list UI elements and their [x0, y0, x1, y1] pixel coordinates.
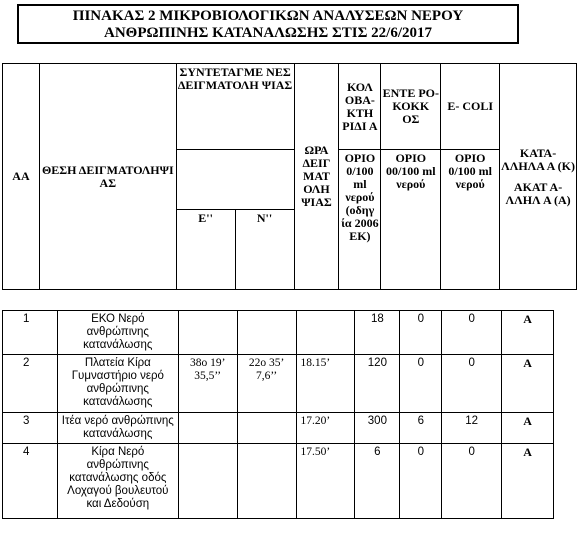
cell-koli: 300 [355, 413, 400, 444]
cell-aa: 2 [3, 355, 58, 413]
cell-n [237, 413, 296, 444]
cell-aa: 1 [3, 311, 58, 355]
header-ecoli-orio: ΟΡΙΟ 0/100 ml νερού [441, 150, 500, 290]
table-row [3, 355, 554, 413]
cell-n [237, 444, 296, 519]
title-line-2: ΑΝΘΡΩΠΙΝΗΣ ΚΑΤΑΝΑΛΩΣΗΣ ΣΤΙΣ 22/6/2017 [104, 25, 432, 41]
cell-kat: Α [502, 413, 554, 444]
cell-e [178, 311, 237, 355]
cell-n: 22ο 35’ 7,6’’ [237, 355, 296, 413]
cell-kat: Α [502, 444, 554, 519]
header-syntetagmenes: ΣΥΝΤΕΤΑΓΜΕ ΝΕΣ ΔΕΙΓΜΑΤΟΛΗ ΨΙΑΣ [176, 64, 294, 150]
header-ora: ΩΡΑ ΔΕΙΓ ΜΑΤ ΟΛΗ ΨΙΑΣ [294, 64, 339, 290]
header-katallila-label: ΚΑΤΑ- ΛΛΗΛΑ Α (Κ) [501, 145, 575, 173]
table-row [3, 413, 554, 444]
table-row [3, 444, 554, 519]
cell-kat: Α [502, 311, 554, 355]
cell-koli: 6 [355, 444, 400, 519]
cell-koli: 120 [355, 355, 400, 413]
header-entero-orio: ΟΡΙΟ 00/100 ml νερού [381, 150, 441, 290]
cell-entero: 0 [400, 355, 442, 413]
data-table [2, 310, 554, 519]
cell-thesi: Πλατεία Κίρα Γυμναστήριο νερό ανθρώπινης κατανάλωσης [57, 355, 178, 413]
header-thesi: ΘΕΣΗ ΔΕΙΓΜΑΤΟΛΗΨΙ ΑΣ [39, 64, 176, 290]
cell-e: 38ο 19’ 35,5’’ [178, 355, 237, 413]
header-koli-orio: ΟΡΙΟ 0/100 ml νερού (οδηγ ία 2006 ΕΚ) [339, 150, 381, 290]
cell-ecoli: 0 [442, 444, 502, 519]
cell-ecoli: 0 [442, 355, 502, 413]
table-row [3, 311, 554, 355]
cell-entero: 6 [400, 413, 442, 444]
cell-entero: 0 [400, 311, 442, 355]
cell-thesi: Κίρα Νερό ανθρώπινης κατανάλωσης οδός Λοχαγού βουλευτού και Δεδούση [57, 444, 178, 519]
cell-koli: 18 [355, 311, 400, 355]
header-ecoli: Ε- COLI [441, 64, 500, 150]
header-table [2, 63, 577, 290]
header-katallila [500, 64, 577, 290]
cell-ecoli: 0 [442, 311, 502, 355]
cell-thesi: ΕΚΟ Νερό ανθρώπινης κατανάλωσης [57, 311, 178, 355]
header-e: Ε'' [176, 210, 235, 290]
cell-ora [296, 311, 355, 355]
cell-e [178, 413, 237, 444]
cell-aa: 4 [3, 444, 58, 519]
cell-ora: 17.50’ [296, 444, 355, 519]
header-coord-spacer [176, 150, 294, 210]
header-akatallila-label: ΑΚΑΤ Α- ΛΛΗΛ Α (Α) [505, 179, 571, 207]
cell-ora: 17.20’ [296, 413, 355, 444]
cell-ora: 18.15’ [296, 355, 355, 413]
header-aa: ΑΑ [3, 64, 40, 290]
cell-thesi: Ιτέα νερό ανθρώπινης κατανάλωσης [57, 413, 178, 444]
cell-ecoli: 12 [442, 413, 502, 444]
cell-aa: 3 [3, 413, 58, 444]
header-entero: ΕΝΤΕ ΡΟ- ΚΟΚΚ ΟΣ [381, 64, 441, 150]
header-koli: ΚΟΛ ΟΒΑ- ΚΤΗ ΡΙΔΙ Α [339, 64, 381, 150]
table-title [17, 4, 519, 44]
cell-e [178, 444, 237, 519]
cell-n [237, 311, 296, 355]
title-line-1: ΠΙΝΑΚΑΣ 2 ΜΙΚΡΟΒΙΟΛΟΓΙΚΩΝ ΑΝΑΛΥΣΕΩΝ ΝΕΡΟΥ [72, 8, 464, 24]
cell-entero: 0 [400, 444, 442, 519]
cell-kat: Α [502, 355, 554, 413]
header-n: Ν'' [235, 210, 294, 290]
